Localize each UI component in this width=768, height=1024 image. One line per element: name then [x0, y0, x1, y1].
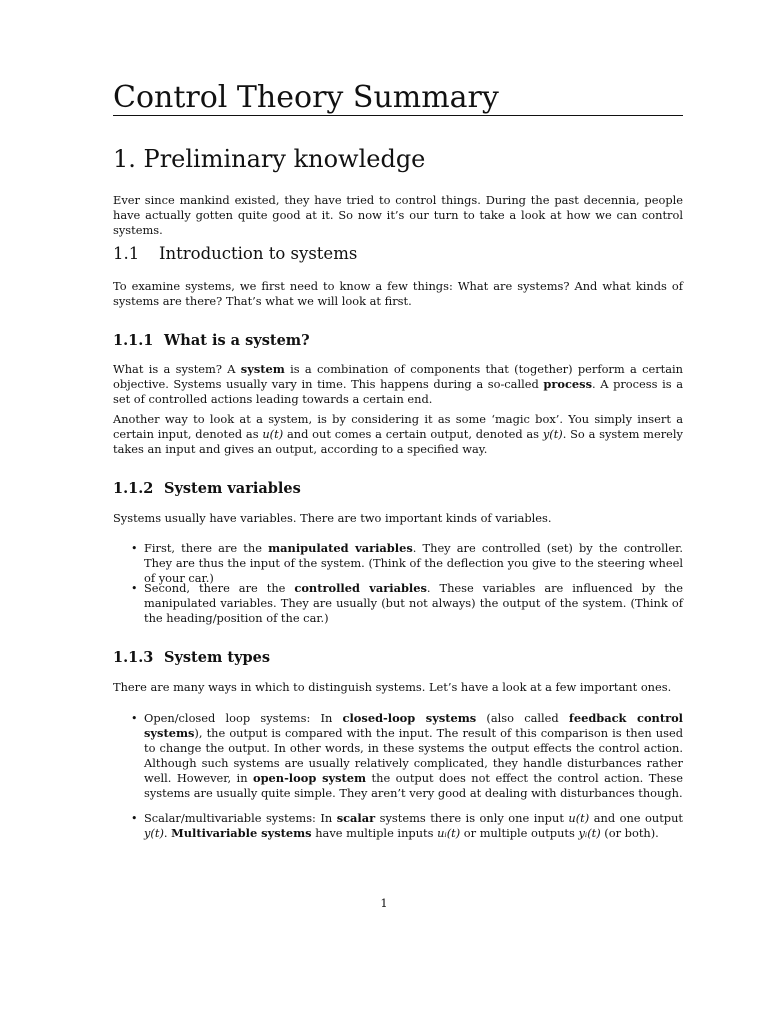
- section-1-heading: [113, 144, 683, 174]
- term-process: process: [543, 377, 592, 391]
- section-title: Preliminary knowledge: [143, 145, 426, 173]
- title-rule: [113, 115, 683, 116]
- what-is-system-paragraph-2: Another way to look at a system, is by considering it as some ‘magic box’. You simply insert a certain input, denoted as u(t) and out comes a certain output, denoted as y(t). So a system merely takes an input and gives an output, according to a specified way.: [113, 412, 683, 456]
- system-variables-intro: Systems usually have variables. There are two important kinds of variables.: [113, 511, 552, 525]
- section-title: System types: [164, 649, 271, 666]
- section-1-1-1-heading: [113, 332, 683, 350]
- term-system: system: [240, 362, 285, 376]
- page-number: 1: [380, 896, 388, 910]
- list-item-text: Scalar/multivariable systems: In scalar systems there is only one input u(t) and one output y(t). Multivariable systems have multiple inputs uᵢ(t) or multiple outputs yᵢ(t) (or both).: [144, 811, 683, 840]
- section-1-1-3-heading: [113, 649, 683, 667]
- list-item-text: Open/closed loop systems: In closed-loop systems (also called feedback control systems), the output is compared with the input. The result of this comparison is then used to change the output. In other words, in these systems the output effects the control action. Although such systems are usually relatively complicated, they handle disturbances rather well. However, in open-loop system the output does not effect the control action. These systems are usually quite simple. They aren’t very good at dealing with disturbances though.: [144, 711, 684, 800]
- list-item: [131, 581, 683, 626]
- section-1-1-intro: To examine systems, we first need to know a few things: What are systems? And what kinds of systems are there? That’s what we will look at first.: [113, 279, 683, 308]
- document-title: Control Theory Summary: [113, 80, 499, 115]
- math-input: u(t): [262, 427, 284, 441]
- bullet-icon: •: [131, 812, 138, 825]
- math-output: y(t): [542, 427, 563, 441]
- section-1-1-heading: [113, 244, 683, 264]
- bullet-icon: •: [131, 712, 138, 725]
- list-item: [131, 811, 683, 841]
- section-1-intro: Ever since mankind existed, they have tried to control things. During the past decennia, people have actually gotten quite good at it. So now it’s our turn to take a look at how we can control systems.: [113, 193, 683, 237]
- section-number: 1.: [113, 145, 136, 173]
- section-number: 1.1.1: [113, 332, 154, 349]
- section-number: 1.1.3: [113, 649, 154, 666]
- what-is-system-paragraph-1: What is a system? A system is a combination of components that (together) perform a certain objective. Systems usually vary in time. This happens during a so-called process. A process is a set of controlled actions leading towards a certain end.: [113, 362, 683, 406]
- section-number: 1.1.2: [113, 480, 154, 497]
- section-title: What is a system?: [164, 332, 310, 349]
- section-title: Introduction to systems: [159, 244, 358, 263]
- bullet-icon: •: [131, 542, 138, 555]
- list-item-text: Second, there are the controlled variables. These variables are influenced by the manipulated variables. They are usually (but not always) the output of the system. (Think of the heading/position of the car.): [144, 581, 683, 625]
- bullet-icon: •: [131, 582, 138, 595]
- section-1-1-2-heading: [113, 480, 683, 498]
- list-item: [131, 711, 683, 801]
- list-item: [131, 541, 683, 586]
- list-item-text: First, there are the manipulated variables. They are controlled (set) by the controller. They are thus the input of the system. (Think of the deflection you give to the steering wheel of your car.): [144, 541, 683, 585]
- section-title: System variables: [164, 480, 301, 497]
- system-types-intro: There are many ways in which to distinguish systems. Let’s have a look at a few important ones.: [113, 680, 672, 694]
- section-number: 1.1: [113, 244, 140, 263]
